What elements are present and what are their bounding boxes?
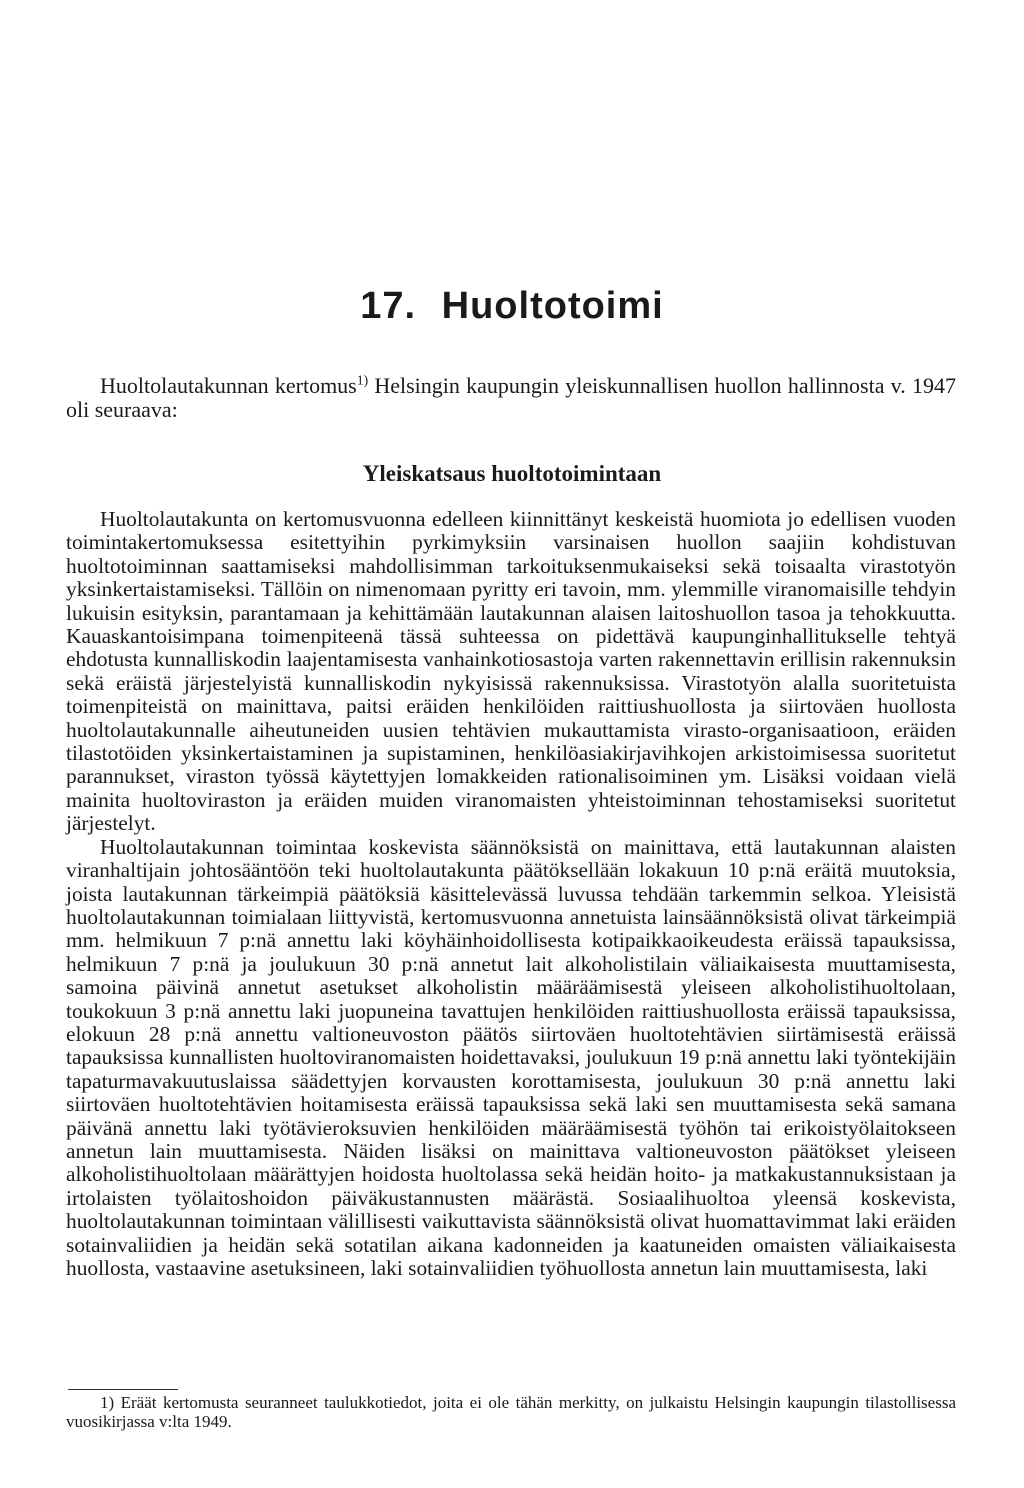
body-text <box>66 508 956 1280</box>
footnote-text: Eräät kertomusta seuranneet taulukkotiedot, joita ei ole tähän merkitty, on julkaistu Helsingin kaupungin tilastollisessa vuosikirjassa v:lta 1949. <box>66 1393 956 1431</box>
chapter-title: 17. Huoltotoimi <box>360 285 664 327</box>
intro-lead: Huoltolautakunnan kertomus <box>100 373 357 398</box>
intro-rest: Helsingin kaupungin yleiskunnallisen huollon hallinnosta v. 1947 oli seuraava: <box>66 373 956 422</box>
section-heading: Yleiskatsaus huoltotoimintaan <box>362 461 662 486</box>
footnote-divider <box>68 1389 178 1390</box>
footnote <box>66 1393 956 1431</box>
footnote-reference: 1) <box>356 372 369 388</box>
body-paragraph-2: Huoltolautakunnan toimintaa koskevista säännöksistä on mainittava, että lautakunnan alaisten viranhaltijain johtosääntöön teki huoltolautakunta päätöksellään lokakuun 10 p:nä eräitä muutoksia, joista lautakunnan tärkeimpiä päätöksiä käsittelevässä luvussa tehdään tarkemmin selkoa. Yleisistä huoltolautakunnan toimialaan liittyvistä, kertomusvuonna annetuista lainsäännöksistä olivat tärkeimpiä mm. helmikuun 7 p:nä annettu laki köyhäinhoidollisesta kotipaikkaoikeudesta eräissä tapauksissa, helmikuun 7 p:nä ja joulukuun 30 p:nä annetut lait alkoholistilain väliaikaisesta muuttamisesta, samoina päivinä annetut asetukset alkoholistin määräämisestä yleiseen alkoholistihuoltolaan, toukokuun 3 p:nä annettu laki juopuneina tavattujen henkilöiden raittiushuollosta eräissä tapauksissa, elokuun 28 p:nä annettu valtioneuvoston päätös siirtoväen huoltotehtävien siirtämisestä eräissä tapauksissa kunnallisten huoltoviranomaisten hoidettavaksi, joulukuun 19 p:nä annettu laki työntekijäin tapaturmavakuutuslaissa säädettyjen korvausten korottamisesta, joulukuun 30 p:nä annettu laki siirtoväen huoltotehtävien hoitamisesta eräissä tapauksissa sekä laki sen muuttamisesta sekä samana päivänä annettu laki työtävieroksuvien henkilöiden määräämisestä työhön tai erikoistyölaitokseen annetun lain muuttamisesta. Näiden lisäksi on mainittava valtioneuvoston päätökset yleiseen alkoholistihuoltolaan määrättyjen hoidosta huoltolassa sekä heidän hoito- ja matkakustannuksistaan ja irtolaisten työlaitoshoidon päiväkustannusten määrästä. Sosiaalihuoltoa yleensä koskevista, huoltolautakunnan toimintaan välillisesti vaikuttavista säännöksistä olivat huomattavimmat laki eräiden sotainvaliidien ja heidän sekä sotatilan aikana kadonneiden ja kaatuneiden omaisten väliaikaisesta huollosta, vastaavine asetuksineen, laki sotainvaliidien työhuollosta annetun lain muuttamisesta, laki <box>66 834 956 1280</box>
body-paragraph-1: Huoltolautakunta on kertomusvuonna edelleen kiinnittänyt keskeistä huomiota jo edellisen vuoden toimintakertomuksessa esitettyihin pyrkimyksiin varsinaisen huollon saajiin kohdistuvan huoltotoiminnan saattamiseksi mahdollisimman tarkoituksenmukaiseksi sekä toisaalta virastotyön yksinkertaistamiseksi. Tällöin on nimenomaan pyritty eri tavoin, mm. ylemmille viranomaisille tehdyin lukuisin esityksin, parantamaan ja kehittämään lautakunnan alaisen laitoshuollon tasoa ja tehokkuutta. Kauaskantoisimpana toimenpiteenä tässä suhteessa on pidettävä kaupunginhallitukselle tehtyä ehdotusta kunnalliskodin laajentamisesta vanhainkotiosastoja varten rakennettavin erillisin rakennuksin sekä eräistä järjestelyistä kunnalliskodin nykyisissä rakennuksissa. Virastotyön alalla suoritetuista toimenpiteistä on mainittava, paitsi eräiden henkilöiden raittiushuollosta ja siirtoväen huollosta huoltolautakunnalle aiheutuneiden uusien tehtävien mukauttamista virasto-organisaatioon, eräiden tilastotöiden yksinkertaistaminen ja supistaminen, henkilöasiakirjavihkojen arkistoimisessa suoritetut parannukset, viraston työssä käytettyjen lomakkeiden rationalisoiminen ym. Lisäksi voidaan vielä mainita huoltoviraston ja eräiden muiden viranomaisten yhteistoiminnan tehostamiseksi suoritetut järjestelyt. <box>66 507 956 836</box>
intro-paragraph <box>66 374 956 422</box>
footnote-mark: 1) <box>100 1393 115 1412</box>
